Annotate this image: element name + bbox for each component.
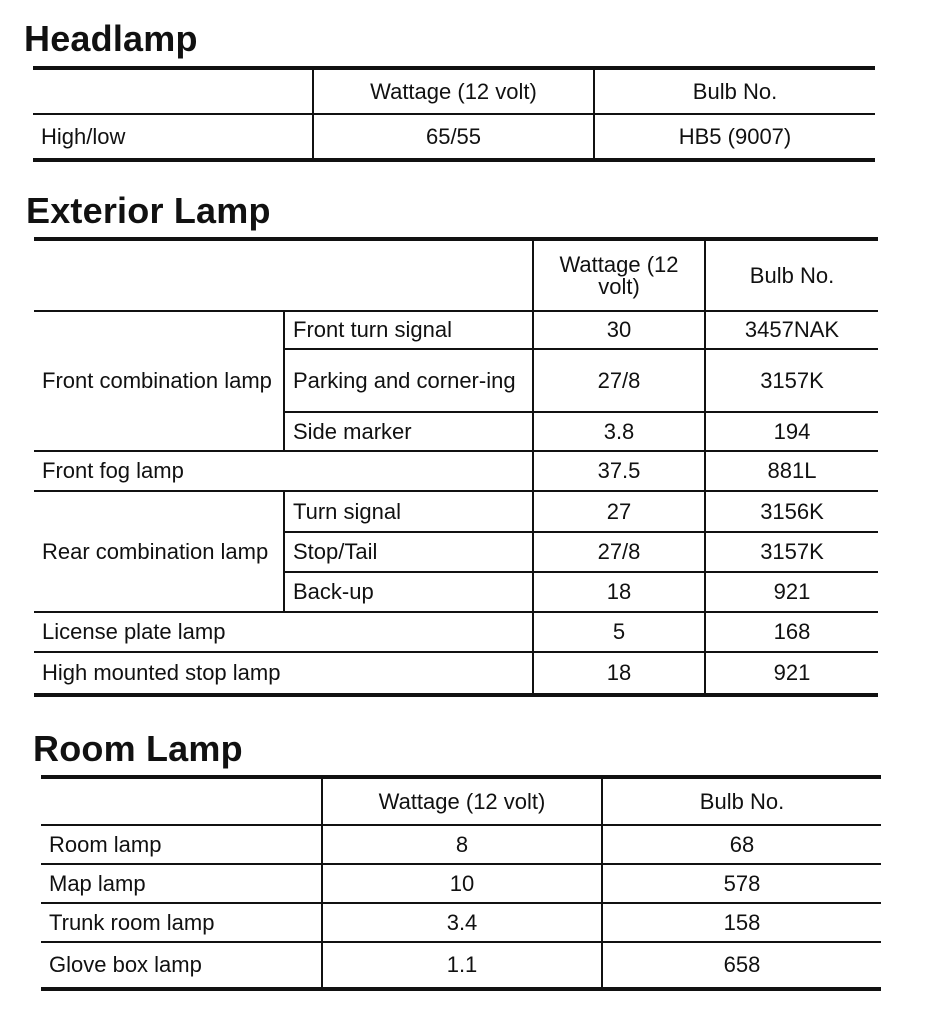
lamp-name: Glove box lamp bbox=[41, 942, 322, 989]
lamp-bulb: 3157K bbox=[705, 532, 878, 572]
headlamp-table bbox=[33, 66, 875, 162]
lamp-bulb: 194 bbox=[705, 412, 878, 451]
lamp-bulb: 168 bbox=[705, 612, 878, 652]
lamp-name: Trunk room lamp bbox=[41, 903, 322, 942]
lamp-name: Room lamp bbox=[41, 825, 322, 864]
table-row bbox=[34, 491, 878, 532]
table-header-row bbox=[41, 777, 881, 825]
lamp-bulb: 921 bbox=[705, 652, 878, 695]
room-lamp-table bbox=[41, 775, 881, 991]
lamp-wattage: 37.5 bbox=[533, 451, 705, 491]
header-bulb: Bulb No. bbox=[594, 68, 875, 114]
table-header-row bbox=[34, 239, 878, 311]
lamp-bulb: 3457NAK bbox=[705, 311, 878, 349]
table-header-row bbox=[33, 68, 875, 114]
lamp-name: Back-up bbox=[284, 572, 533, 612]
lamp-name: Side marker bbox=[284, 412, 533, 451]
header-empty-cell bbox=[34, 239, 533, 311]
lamp-name: Parking and corner-ing bbox=[284, 349, 533, 412]
lamp-wattage: 27/8 bbox=[533, 349, 705, 412]
lamp-name: Stop/Tail bbox=[284, 532, 533, 572]
exterior-lamp-title: Exterior Lamp bbox=[26, 190, 271, 231]
header-bulb: Bulb No. bbox=[602, 777, 881, 825]
lamp-name: Map lamp bbox=[41, 864, 322, 903]
header-wattage: Wattage (12 volt) bbox=[533, 239, 705, 311]
lamp-wattage: 1.1 bbox=[322, 942, 602, 989]
lamp-name: High/low bbox=[33, 114, 313, 160]
lamp-wattage: 5 bbox=[533, 612, 705, 652]
table-row bbox=[41, 864, 881, 903]
group-label-front-combination: Front combination lamp bbox=[34, 311, 284, 451]
lamp-bulb: HB5 (9007) bbox=[594, 114, 875, 160]
lamp-bulb: 578 bbox=[602, 864, 881, 903]
lamp-bulb: 68 bbox=[602, 825, 881, 864]
lamp-wattage: 30 bbox=[533, 311, 705, 349]
lamp-bulb: 3157K bbox=[705, 349, 878, 412]
headlamp-title: Headlamp bbox=[24, 18, 198, 59]
header-bulb: Bulb No. bbox=[705, 239, 878, 311]
lamp-name: High mounted stop lamp bbox=[34, 652, 533, 695]
lamp-name: License plate lamp bbox=[34, 612, 533, 652]
table-row bbox=[34, 652, 878, 695]
table-row bbox=[34, 451, 878, 491]
lamp-bulb: 921 bbox=[705, 572, 878, 612]
table-row bbox=[33, 114, 875, 160]
group-label-rear-combination: Rear combination lamp bbox=[34, 491, 284, 612]
lamp-wattage: 65/55 bbox=[313, 114, 594, 160]
header-empty-cell bbox=[41, 777, 322, 825]
lamp-wattage: 27/8 bbox=[533, 532, 705, 572]
lamp-wattage: 3.8 bbox=[533, 412, 705, 451]
header-wattage: Wattage (12 volt) bbox=[322, 777, 602, 825]
lamp-wattage: 18 bbox=[533, 572, 705, 612]
table-row bbox=[34, 311, 878, 349]
exterior-lamp-table bbox=[34, 237, 878, 697]
lamp-bulb: 158 bbox=[602, 903, 881, 942]
table-row bbox=[34, 612, 878, 652]
table-row bbox=[41, 903, 881, 942]
table-row bbox=[41, 825, 881, 864]
lamp-wattage: 27 bbox=[533, 491, 705, 532]
lamp-name: Front turn signal bbox=[284, 311, 533, 349]
lamp-name: Turn signal bbox=[284, 491, 533, 532]
lamp-bulb: 658 bbox=[602, 942, 881, 989]
lamp-bulb: 3156K bbox=[705, 491, 878, 532]
lamp-bulb: 881L bbox=[705, 451, 878, 491]
lamp-wattage: 8 bbox=[322, 825, 602, 864]
lamp-wattage: 10 bbox=[322, 864, 602, 903]
room-lamp-title: Room Lamp bbox=[33, 728, 243, 769]
header-wattage: Wattage (12 volt) bbox=[313, 68, 594, 114]
lamp-wattage: 18 bbox=[533, 652, 705, 695]
lamp-name: Front fog lamp bbox=[34, 451, 533, 491]
lamp-wattage: 3.4 bbox=[322, 903, 602, 942]
header-empty-cell bbox=[33, 68, 313, 114]
table-row bbox=[41, 942, 881, 989]
